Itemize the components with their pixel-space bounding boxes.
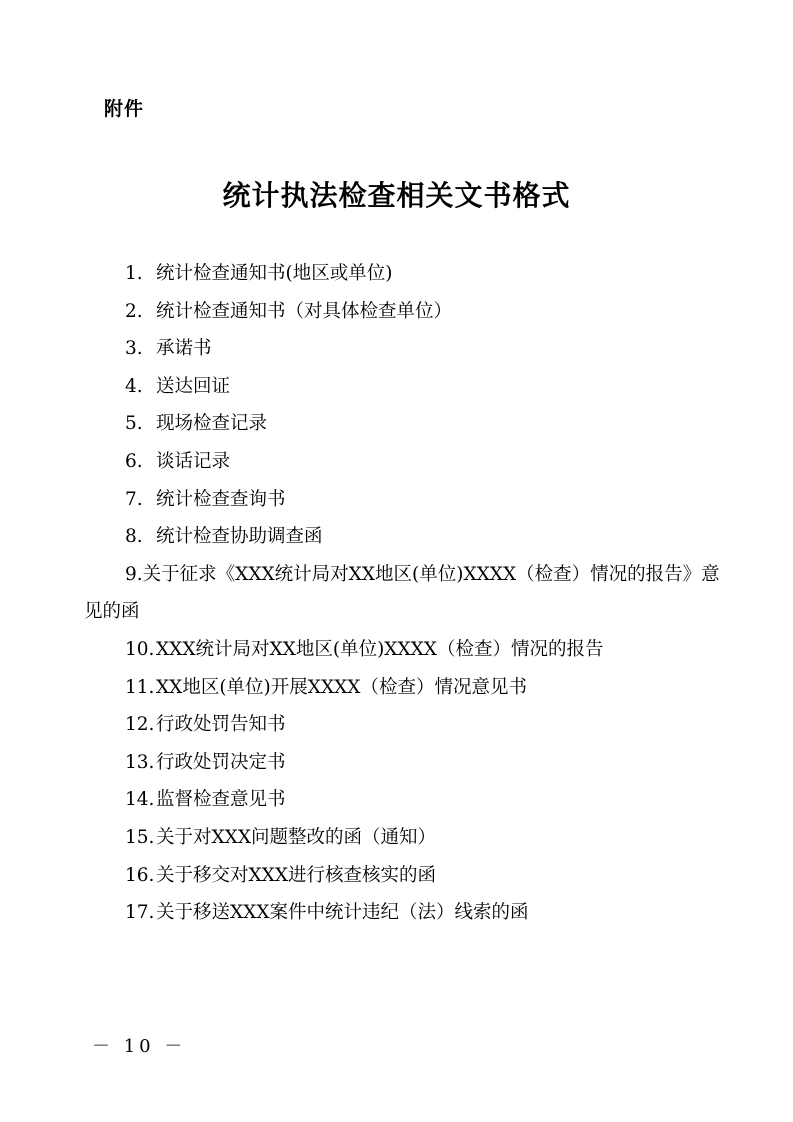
item-number: 7. [125, 488, 143, 510]
list-item [84, 481, 724, 519]
item-number: 12. [125, 714, 155, 736]
list-item [84, 857, 724, 895]
item-text: 现场检查记录 [156, 413, 268, 435]
item-text: XX地区(单位)开展XXXX（检查）情况意见书 [156, 676, 527, 698]
page-number: － 10 － [92, 1036, 187, 1057]
item-text: 统计检查通知书(地区或单位) [156, 263, 393, 284]
item-number: 15. [125, 826, 155, 848]
item-number: 8. [125, 526, 143, 548]
list-item [84, 744, 724, 782]
item-number: 3. [125, 338, 143, 360]
list-item [84, 781, 724, 819]
item-text: 行政处罚决定书 [156, 751, 286, 773]
item-number: 1. [125, 263, 143, 284]
item-number: 6. [125, 450, 143, 472]
item-text: 关于移交对XXX进行核查核实的函 [156, 864, 437, 886]
item-number: 2. [125, 300, 143, 322]
item-text: 统计检查查询书 [156, 488, 286, 510]
item-text: 监督检查意见书 [156, 789, 286, 811]
list-item [84, 255, 724, 293]
item-text: 承诺书 [156, 338, 212, 360]
item-number: 17. [125, 902, 155, 924]
item-text: 谈话记录 [156, 450, 231, 472]
item-number: 4. [125, 375, 143, 397]
list-item [84, 819, 724, 857]
list-item [84, 443, 724, 481]
list-item [84, 518, 724, 556]
item-text: 关于移送XXX案件中统计违纪（法）线索的函 [156, 902, 529, 924]
item-text: 统计检查协助调查函 [156, 526, 323, 548]
item-text: XXX统计局对XX地区(单位)XXXX（检查）情况的报告 [156, 638, 604, 660]
item-text: 行政处罚告知书 [156, 714, 286, 736]
list-item [84, 368, 724, 406]
list-item [84, 706, 724, 744]
document-list [84, 255, 724, 932]
item-number: 13. [125, 751, 155, 773]
item-number: 14. [125, 789, 155, 811]
list-item [84, 293, 724, 331]
attachment-label: 附件 [104, 98, 145, 120]
list-item [84, 556, 724, 631]
item-number: 16. [125, 864, 155, 886]
item-text: 统计检查通知书（对具体检查单位） [156, 300, 453, 322]
item-number: 5. [125, 413, 143, 435]
item-number: 9. [125, 563, 143, 585]
list-item [84, 669, 724, 707]
list-item [84, 894, 724, 932]
item-number: 11. [125, 676, 155, 698]
document-title: 统计执法检查相关文书格式 [222, 179, 571, 212]
item-number: 10. [125, 638, 155, 660]
item-text: 关于征求《XXX统计局对XX地区(单位)XXXX（检查）情况的报告》意见的函 [84, 563, 720, 623]
list-item [84, 330, 724, 368]
list-item [84, 405, 724, 443]
item-text: 关于对XXX问题整改的函（通知） [156, 826, 437, 848]
list-item [84, 631, 724, 669]
item-text: 送达回证 [156, 375, 231, 397]
